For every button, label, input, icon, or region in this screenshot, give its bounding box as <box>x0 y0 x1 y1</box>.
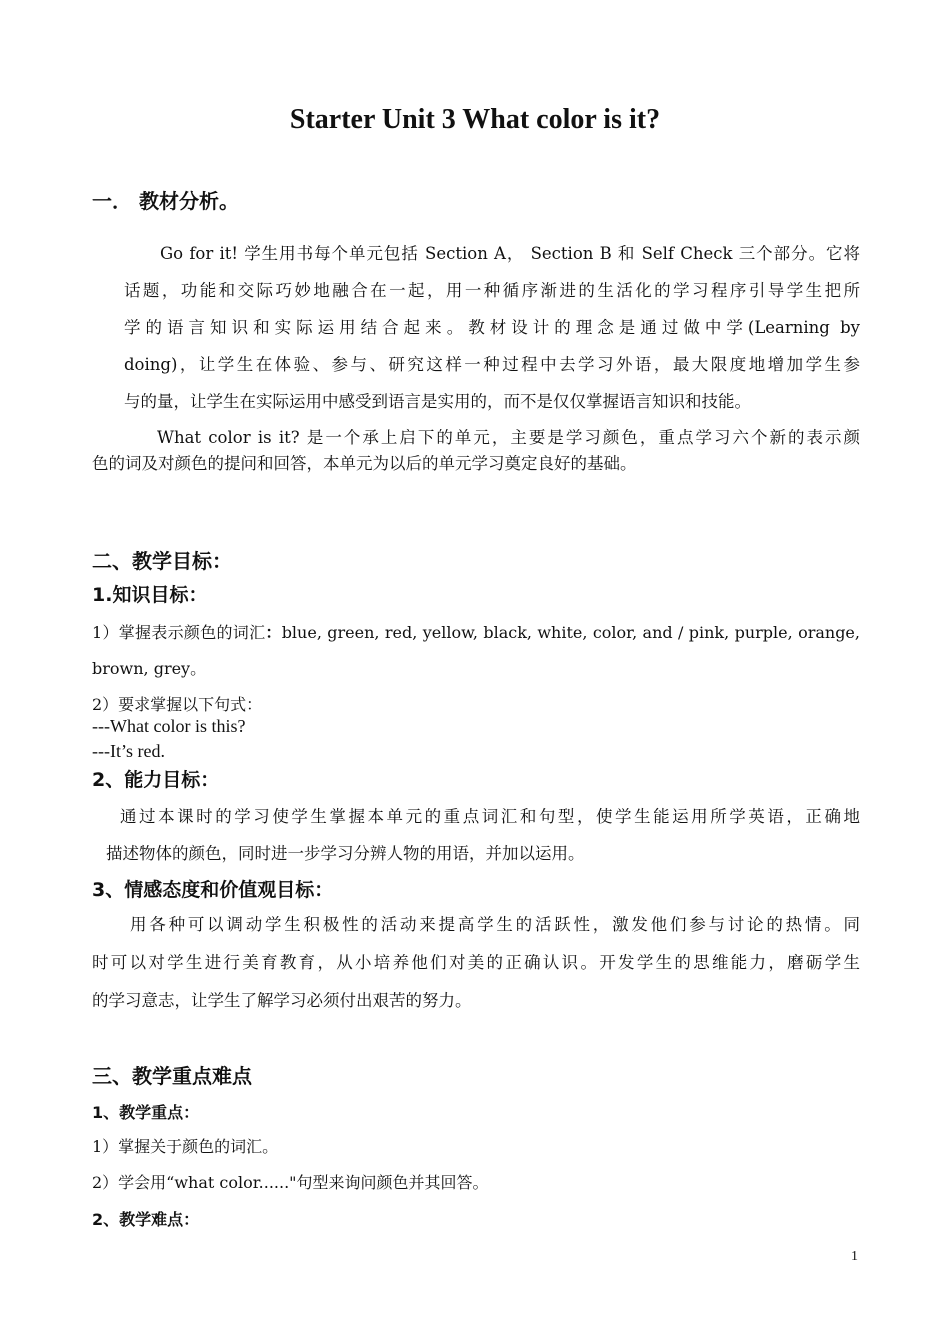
knowledge-item1-prefix: 1）掌握表示颜色的词汇 <box>92 623 266 642</box>
ability-goal-line2: 描述物体的颜色，同时进一步学习分辨人物的用语，并加以运用。 <box>106 844 585 863</box>
knowledge-item2: 2）要求掌握以下句式： <box>92 695 263 714</box>
section1-para1-line1: Go for it! 学生用书每个单元包括 Section A， Section B 和 Self Check 三个部分。它将 <box>160 244 860 263</box>
key-points-heading: 1、教学重点： <box>92 1103 200 1122</box>
page-number: 1 <box>851 1249 858 1264</box>
key-point-item2: 2）学会用“what color......"句型来询问颜色并其回答。 <box>92 1173 489 1192</box>
dialog-answer: ---It’s red. <box>92 741 165 761</box>
knowledge-item1-colon: ： <box>265 623 282 642</box>
emotion-goal-line3: 的学习意志，让学生了解学习必须付出艰苦的努力。 <box>92 991 472 1010</box>
section1-para1-line4: doing)，让学生在体验、参与、研究这样一种过程中去学习外语，最大限度地增加学生参 <box>124 355 860 374</box>
emotion-goal-line1: 用各种可以调动学生积极性的活动来提高学生的活跃性，激发他们参与讨论的热情。同 <box>130 915 860 934</box>
section1-para1-line2: 话题，功能和交际巧妙地融合在一起，用一种循序渐进的生活化的学习程序引导学生把所 <box>124 281 860 300</box>
section1-para1-line3: 学的语言知识和实际运用结合起来。教材设计的理念是通过做中学(Learning by <box>124 318 860 337</box>
key-point-item1: 1）掌握关于颜色的词汇。 <box>92 1137 279 1156</box>
dialog-question: ---What color is this? <box>92 716 246 736</box>
section1-para2-line2: 色的词及对颜色的提问和回答，本单元为以后的单元学习奠定良好的基础。 <box>92 454 637 473</box>
knowledge-item1-line2: brown, grey。 <box>92 659 207 678</box>
section1-para1-line5: 与的量，让学生在实际运用中感受到语言是实用的，而不是仅仅掌握语言知识和技能。 <box>124 392 751 411</box>
knowledge-goal-heading: 1.知识目标： <box>92 584 208 606</box>
section2-heading: 二、教学目标： <box>92 549 232 573</box>
knowledge-item1-line1 <box>92 620 860 643</box>
ability-goal-line1: 通过本课时的学习使学生掌握本单元的重点词汇和句型，使学生能运用所学英语，正确地 <box>120 807 860 826</box>
section3-heading: 三、教学重点难点 <box>92 1064 252 1088</box>
ability-goal-heading: 2、能力目标： <box>92 769 220 791</box>
difficulty-heading: 2、教学难点： <box>92 1210 200 1229</box>
section1-para2-line1: What color is it? 是一个承上启下的单元，主要是学习颜色，重点学习六个新的表示颜 <box>157 428 860 447</box>
document-title: Starter Unit 3 What color is it? <box>289 104 661 135</box>
knowledge-item1-words: blue, green, red, yellow, black, white, color, and / pink, purple, orange, <box>281 623 860 642</box>
section1-heading: 一． 教材分析。 <box>92 189 239 213</box>
emotion-goal-line2: 时可以对学生进行美育教育，从小培养他们对美的正确认识。开发学生的思维能力，磨砺学生 <box>92 953 860 972</box>
emotion-goal-heading: 3、情感态度和价值观目标： <box>92 879 334 901</box>
